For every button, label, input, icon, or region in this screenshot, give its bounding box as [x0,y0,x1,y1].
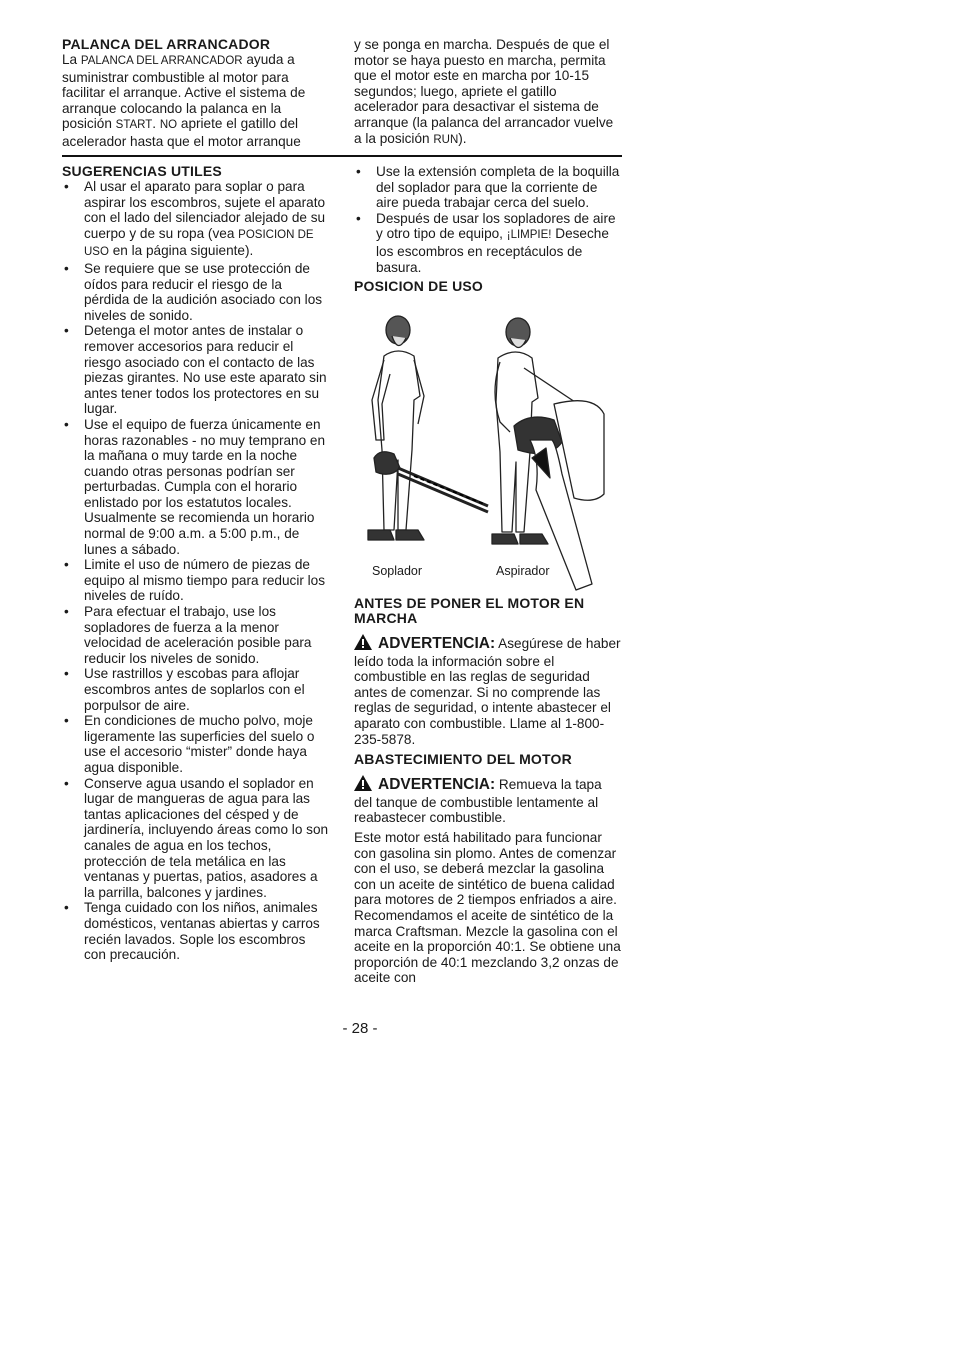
text: ¡LIMPIE! [506,229,552,242]
left-column-top [62,37,330,150]
list-item: • Use rastrillos y escobas para aflojar escombros antes de soplarlos con el porpulsor de aire. [62,666,330,713]
vacuum-operator-figure [492,318,604,590]
text: y se ponga en marcha. Después de que el motor se haya puesto en marcha, permita que el motor este en marcha por 10-15 segundos; luego, apriete el gatillo acelerador para desactivar el sistema de arranque (la palanca del arrancador vuelve a la posición [354,37,614,146]
page-number: - 28 - [342,1020,378,1037]
caption-vacuum: Aspirador [496,564,550,578]
list-item: • En condiciones de mucho polvo, moje ligeramente las superficies del suelo o use el accesorio “mister” donde haya agua disponible. [62,713,330,775]
text: RUN [433,133,459,146]
text: START [115,119,153,132]
blower-operator-figure [368,316,488,540]
list-item [62,179,330,261]
caption-blower: Soplador [372,564,423,578]
list-item: • Tenga cuidado con los niños, animales domésticos, ventanas abiertas y carros recién lavados. Sople los escombros con precaución. [62,900,330,962]
text: PALANCA DEL ARRANCADOR [80,55,243,67]
position-figure [354,308,622,608]
list-item: • Use el equipo de fuerza únicamente en horas razonables - no muy temprano en la mañana o muy tarde en la noche cuando otras personas podrían ser perturbadas. Cumpla con el horario enlistado por los estatutos locales. Usualmente se recomienda un horario normal de 9:00 a.m. a 5:00 p.m., de lunes a sábado. [62,417,330,557]
text: ). [458,130,467,146]
section-divider [62,155,622,157]
tips-heading: SUGERENCIAS UTILES [62,163,222,179]
fuel-heading: ABASTECIMIENTO DEL MOTOR [354,751,572,768]
starter-paragraph-cont [354,37,622,148]
text: POSICION DE USO [84,228,314,259]
warning-text: Remueva la tapa del tanque de combustible lentamente al reabastecer combustible. [354,777,602,826]
warning-icon [354,775,372,795]
fuel-warning [354,775,622,826]
fuel-paragraph: Este motor está habilitado para funcionar con gasolina sin plomo. Antes de comenzar con el uso, se deberá mezclar la gasolina con un aceite de sintético de buena calidad para motores de 2 tiempos enfriados a aire. Recomendamos el aceite de sintético de la marca Craftsman. Mezcle la gasolina con el aceite en la proporción 40:1. Se obtiene una proporción de 40:1 mezclando 3,2 onzas de aceite con [354,829,621,986]
before-warning [354,634,622,747]
warning-icon [354,634,372,654]
tips-column-right [354,164,622,294]
tips-column-left [62,164,330,963]
tips-list-cont [354,164,622,275]
text: ayuda a suministrar combustible al motor para facilitar el arranque. Active el sistema de arranque colocando la palanca en la posición [62,52,306,132]
before-heading: ANTES DE PONER EL MOTOR EN MARCHA [354,595,585,626]
list-item: • Para efectuar el trabajo, use los sopladores de fuerza a la menor velocidad de aceleración posible para reducir los niveles de sonido. [62,604,330,666]
list-item: • Limite el uso de número de piezas de equipo al mismo tiempo para reducir los niveles de ruído. [62,557,330,604]
text: NO [159,119,178,132]
text: en la página siguiente). [108,243,254,259]
text: Deseche los escombros en receptáculos de basura. [376,226,609,275]
text: La [62,52,81,67]
list-item: • Conserve agua usando el soplador en lugar de mangueras de agua para las tantas aplicaciones del césped y de jardinería, incluyendo áreas como lo son canales de agua en los techos, protección de tela metálica en las ventanas y puertas, patios, asadores a la parrilla, balcones y jardines. [62,776,330,901]
starter-paragraph [62,52,330,150]
text: . [152,116,160,132]
warning-text: Asegúrese de haber leído toda la información sobre el combustible en las reglas de seguridad antes de comenzar. Si no comprende las reglas de seguridad, o intente abastecer el aparato con combustible. Llame al 1-800-235-5878. [354,636,621,747]
list-item: • Use la extensión completa de la boquilla del soplador para que la corriente de aire pueda trabajar cerca del suelo. [354,164,622,211]
operator-illustration [354,308,622,608]
warning-label: ADVERTENCIA: [378,635,496,652]
starter-heading: PALANCA DEL ARRANCADOR [62,36,271,52]
list-item: • Se requiere que se use protección de oídos para reducir el riesgo de la pérdida de la audición asociado con los niveles de sonido. [62,261,330,323]
text: apriete el gatillo del acelerador hasta que el motor arranque [62,116,301,149]
right-column-bottom [354,596,622,986]
list-item [354,211,622,275]
tips-list [62,179,330,963]
warning-label: ADVERTENCIA: [378,776,496,794]
text: Después de usar los sopladores de aire y otro tipo de equipo, [376,210,616,242]
position-heading: POSICION DE USO [354,278,484,295]
right-column-top [354,37,622,148]
list-item: • Detenga el motor antes de instalar o remover accesorios para reducir el riesgo asociado con el contacto de las piezas girantes. No use este aparato sin antes tener todos los protectores en su lugar. [62,323,330,417]
text: Al usar el aparato para soplar o para aspirar los escombros, sujete el aparato con el lado del silenciador alejado de su cuerpo y de su ropa (vea [84,179,326,241]
